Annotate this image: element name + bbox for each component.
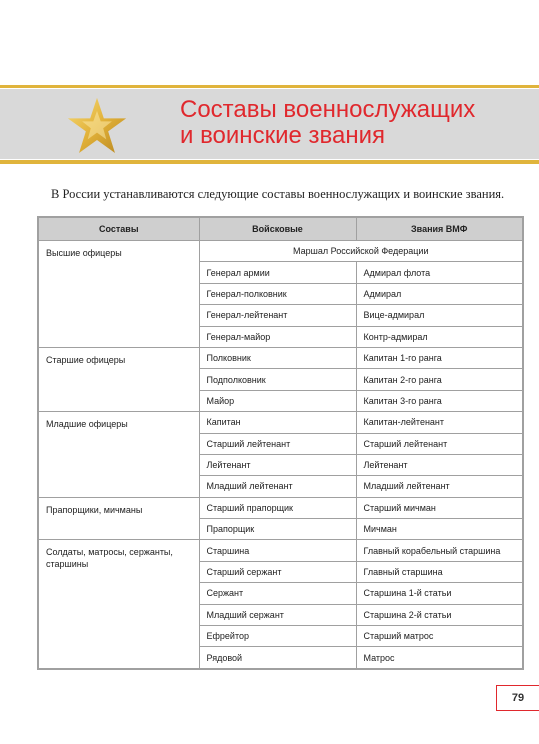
title-line-1: Составы военнослужащих [180, 96, 476, 123]
group-name: Прапорщики, мичманы [38, 497, 199, 540]
navy-rank-cell: Матрос [356, 647, 523, 669]
army-rank-cell: Старший прапорщик [199, 497, 356, 518]
army-rank-cell: Младший лейтенант [199, 476, 356, 497]
navy-rank-cell: Контр-адмирал [356, 326, 523, 347]
banner-bottom-line [0, 160, 539, 164]
army-rank-cell: Рядовой [199, 647, 356, 669]
group-name: Солдаты, матросы, сержанты, старшины [38, 540, 199, 669]
column-header-navy: Звания ВМФ [356, 217, 523, 241]
table-row [38, 540, 523, 561]
navy-rank-cell: Капитан 2-го ранга [356, 369, 523, 390]
army-rank-cell: Генерал-лейтенант [199, 305, 356, 326]
navy-rank-cell: Старшина 2-й статьи [356, 604, 523, 625]
merged-rank-cell: Маршал Российской Федерации [199, 241, 523, 262]
column-header-army: Войсковые [199, 217, 356, 241]
table-row [38, 347, 523, 368]
navy-rank-cell: Старший мичман [356, 497, 523, 518]
navy-rank-cell: Адмирал флота [356, 262, 523, 283]
title-line-2: и воинские звания [180, 122, 385, 149]
navy-rank-cell: Адмирал [356, 283, 523, 304]
army-rank-cell: Генерал-майор [199, 326, 356, 347]
table-row [38, 241, 523, 262]
ranks-table [37, 216, 524, 670]
star-icon [66, 96, 128, 158]
army-rank-cell: Сержант [199, 583, 356, 604]
army-rank-cell: Генерал армии [199, 262, 356, 283]
army-rank-cell: Ефрейтор [199, 626, 356, 647]
banner-top-line [0, 85, 539, 88]
page-title [180, 97, 535, 149]
navy-rank-cell: Мичман [356, 519, 523, 540]
navy-rank-cell: Лейтенант [356, 454, 523, 475]
army-rank-cell: Полковник [199, 347, 356, 368]
army-rank-cell: Старший сержант [199, 561, 356, 582]
navy-rank-cell: Главный старшина [356, 561, 523, 582]
group-name: Младшие офицеры [38, 412, 199, 498]
navy-rank-cell: Капитан 3-го ранга [356, 390, 523, 411]
navy-rank-cell: Младший лейтенант [356, 476, 523, 497]
intro-text: В России устанавливаются следующие составы военнослужащих и воинские звания. [51, 187, 505, 201]
army-rank-cell: Старший лейтенант [199, 433, 356, 454]
navy-rank-cell: Старшина 1-й статьи [356, 583, 523, 604]
navy-rank-cell: Старший матрос [356, 626, 523, 647]
group-name: Старшие офицеры [38, 347, 199, 411]
group-name: Высшие офицеры [38, 241, 199, 348]
army-rank-cell: Младший сержант [199, 604, 356, 625]
army-rank-cell: Подполковник [199, 369, 356, 390]
page-number: 79 [511, 692, 525, 704]
army-rank-cell: Лейтенант [199, 454, 356, 475]
army-rank-cell: Генерал-полковник [199, 283, 356, 304]
navy-rank-cell: Главный корабельный старшина [356, 540, 523, 561]
page-number-box [496, 685, 539, 711]
table-row [38, 412, 523, 433]
army-rank-cell: Капитан [199, 412, 356, 433]
column-header-composition: Составы [38, 217, 199, 241]
navy-rank-cell: Капитан 1-го ранга [356, 347, 523, 368]
army-rank-cell: Прапорщик [199, 519, 356, 540]
table-row [38, 497, 523, 518]
army-rank-cell: Старшина [199, 540, 356, 561]
table-header-row [38, 217, 523, 241]
navy-rank-cell: Старший лейтенант [356, 433, 523, 454]
army-rank-cell: Майор [199, 390, 356, 411]
navy-rank-cell: Капитан-лейтенант [356, 412, 523, 433]
navy-rank-cell: Вице-адмирал [356, 305, 523, 326]
